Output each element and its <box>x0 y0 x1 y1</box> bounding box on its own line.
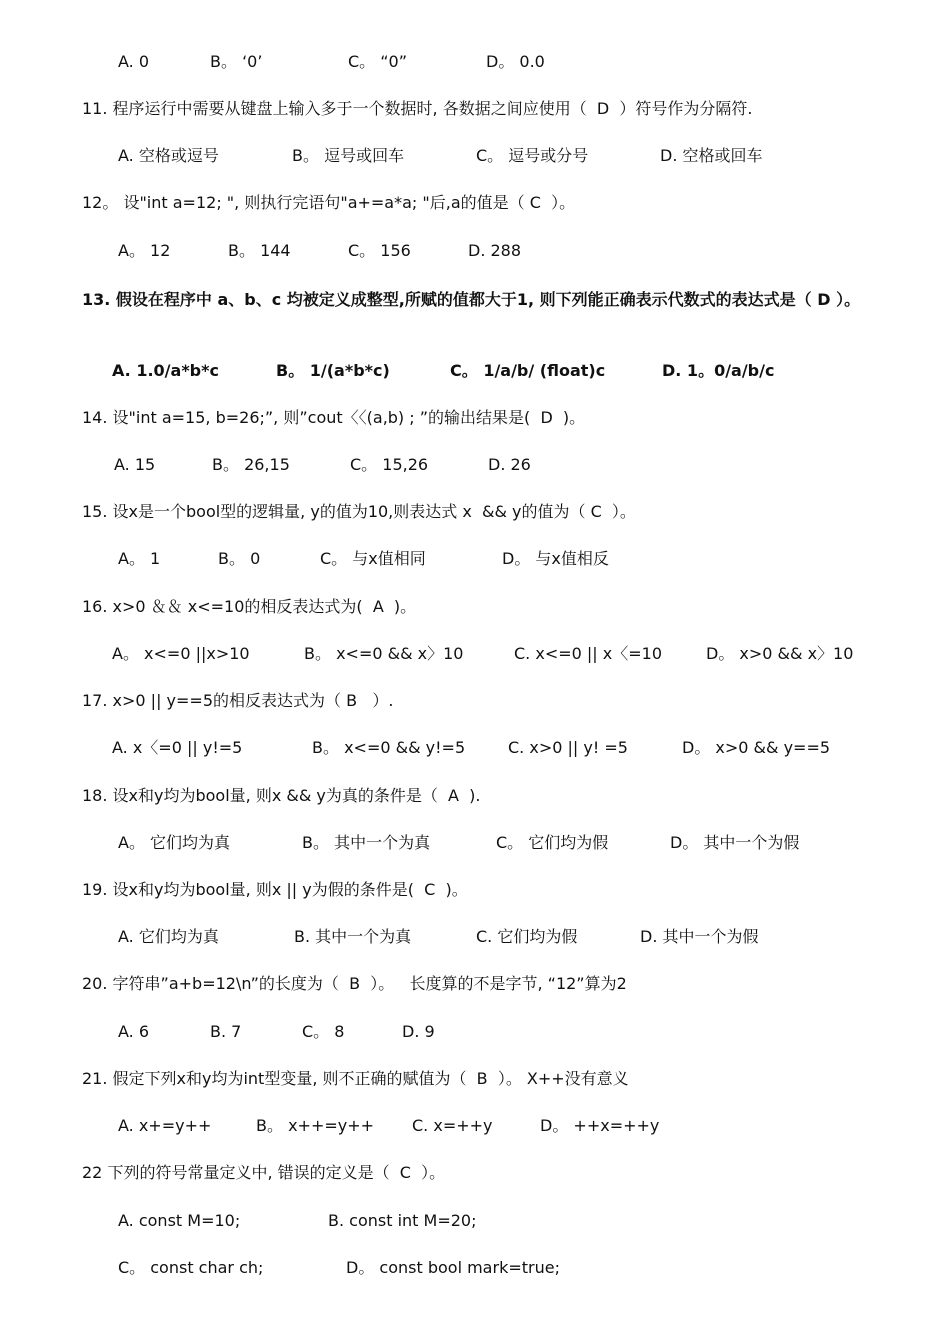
question-15: 15. 设x是一个bool型的逻辑量, y的值为10,则表达式 x && y的值为（ C ）。 <box>82 502 636 521</box>
option-d: D. 1。0/a/b/c <box>662 361 775 380</box>
option-a: A. 1.0/a*b*c <box>112 361 219 380</box>
option-a: A. x〈=0 || y!=5 <box>112 738 243 757</box>
option-d: D。 x>0 && x〉10 <box>706 644 854 663</box>
option-b: B。 x<=0 && x〉10 <box>304 644 464 663</box>
option-d: D。 其中一个为假 <box>670 833 800 852</box>
option-b: B. 7 <box>210 1022 242 1041</box>
option-a: A. 0 <box>118 52 150 71</box>
option-d: D. 空格或回车 <box>660 146 763 165</box>
option-c: C。 它们均为假 <box>496 833 609 852</box>
option-b: B. 其中一个为真 <box>294 927 412 946</box>
option-b: B。 26,15 <box>212 455 290 474</box>
option-c: C。 逗号或分号 <box>476 146 589 165</box>
option-b: B. const int M=20; <box>328 1211 477 1230</box>
option-c: C. x=++y <box>412 1116 493 1135</box>
option-d: D. 9 <box>402 1022 435 1041</box>
option-d: D。 0.0 <box>486 52 545 71</box>
option-a: A。 x<=0 ||x>10 <box>112 644 250 663</box>
option-a: A。 1 <box>118 549 161 568</box>
option-c: C. x<=0 || x〈=10 <box>514 644 662 663</box>
option-a: A。 它们均为真 <box>118 833 231 852</box>
option-d: D。 const bool mark=true; <box>346 1258 560 1277</box>
option-c: C。 “0” <box>348 52 408 71</box>
option-c: C。 8 <box>302 1022 345 1041</box>
question-13: 13. 假设在程序中 a、b、c 均被定义成整型,所赋的值都大于1, 则下列能正确表示代数式的表达式是（ D ）。 <box>82 290 861 309</box>
option-d: D。 与x值相反 <box>502 549 609 568</box>
option-c: C。 1/a/b/ (float)c <box>450 361 606 380</box>
option-b: B。 144 <box>228 241 291 260</box>
option-a: A. 空格或逗号 <box>118 146 219 165</box>
option-b: B。 其中一个为真 <box>302 833 431 852</box>
option-a: A. 6 <box>118 1022 150 1041</box>
question-18: 18. 设x和y均为bool量, 则x && y为真的条件是（ A ). <box>82 786 481 805</box>
option-a: A. x+=y++ <box>118 1116 212 1135</box>
option-d: D。 ++x=++y <box>540 1116 660 1135</box>
option-b: B。 ‘0’ <box>210 52 263 71</box>
option-d: D. 288 <box>468 241 522 260</box>
option-b: B。 1/(a*b*c) <box>276 361 390 380</box>
option-d: D。 x>0 && y==5 <box>682 738 831 757</box>
option-c: C. 它们均为假 <box>476 927 578 946</box>
option-c: C。 与x值相同 <box>320 549 426 568</box>
option-a: A. 它们均为真 <box>118 927 219 946</box>
option-c: C。 const char ch; <box>118 1258 264 1277</box>
option-c: C。 156 <box>348 241 411 260</box>
question-21: 21. 假定下列x和y均为int型变量, 则不正确的赋值为（ B ）。 X++没有意义 <box>82 1069 629 1088</box>
question-19: 19. 设x和y均为bool量, 则x || y为假的条件是( C )。 <box>82 880 468 899</box>
option-a: A. 15 <box>114 455 156 474</box>
option-b: B。 逗号或回车 <box>292 146 405 165</box>
question-14: 14. 设"int a=15, b=26;”, 则”cout〈〈(a,b) ; ”的输出结果是( D )。 <box>82 408 586 427</box>
option-b: B。 x<=0 && y!=5 <box>312 738 466 757</box>
option-c: C。 15,26 <box>350 455 429 474</box>
question-20: 20. 字符串”a+b=12\n”的长度为（ B ）。 长度算的不是字节, “12”算为2 <box>82 974 627 993</box>
question-16: 16. x>0 ＆＆ x<=10的相反表达式为( A )。 <box>82 597 417 616</box>
question-22: 22 下列的符号常量定义中, 错误的定义是（ C ）。 <box>82 1163 446 1182</box>
option-a: A. const M=10; <box>118 1211 241 1230</box>
option-d: D. 其中一个为假 <box>640 927 759 946</box>
question-17: 17. x>0 || y==5的相反表达式为（ B ）. <box>82 691 394 710</box>
option-a: A。 12 <box>118 241 171 260</box>
option-c: C. x>0 || y! =5 <box>508 738 628 757</box>
question-11: 11. 程序运行中需要从键盘上输入多于一个数据时, 各数据之间应使用（ D ）符号作为分隔符. <box>82 99 753 118</box>
option-b: B。 0 <box>218 549 261 568</box>
question-12: 12。 设"int a=12; ", 则执行完语句"a+=a*a; "后,a的值是（ C ）。 <box>82 193 576 212</box>
option-b: B。 x++=y++ <box>256 1116 375 1135</box>
option-d: D. 26 <box>488 455 531 474</box>
